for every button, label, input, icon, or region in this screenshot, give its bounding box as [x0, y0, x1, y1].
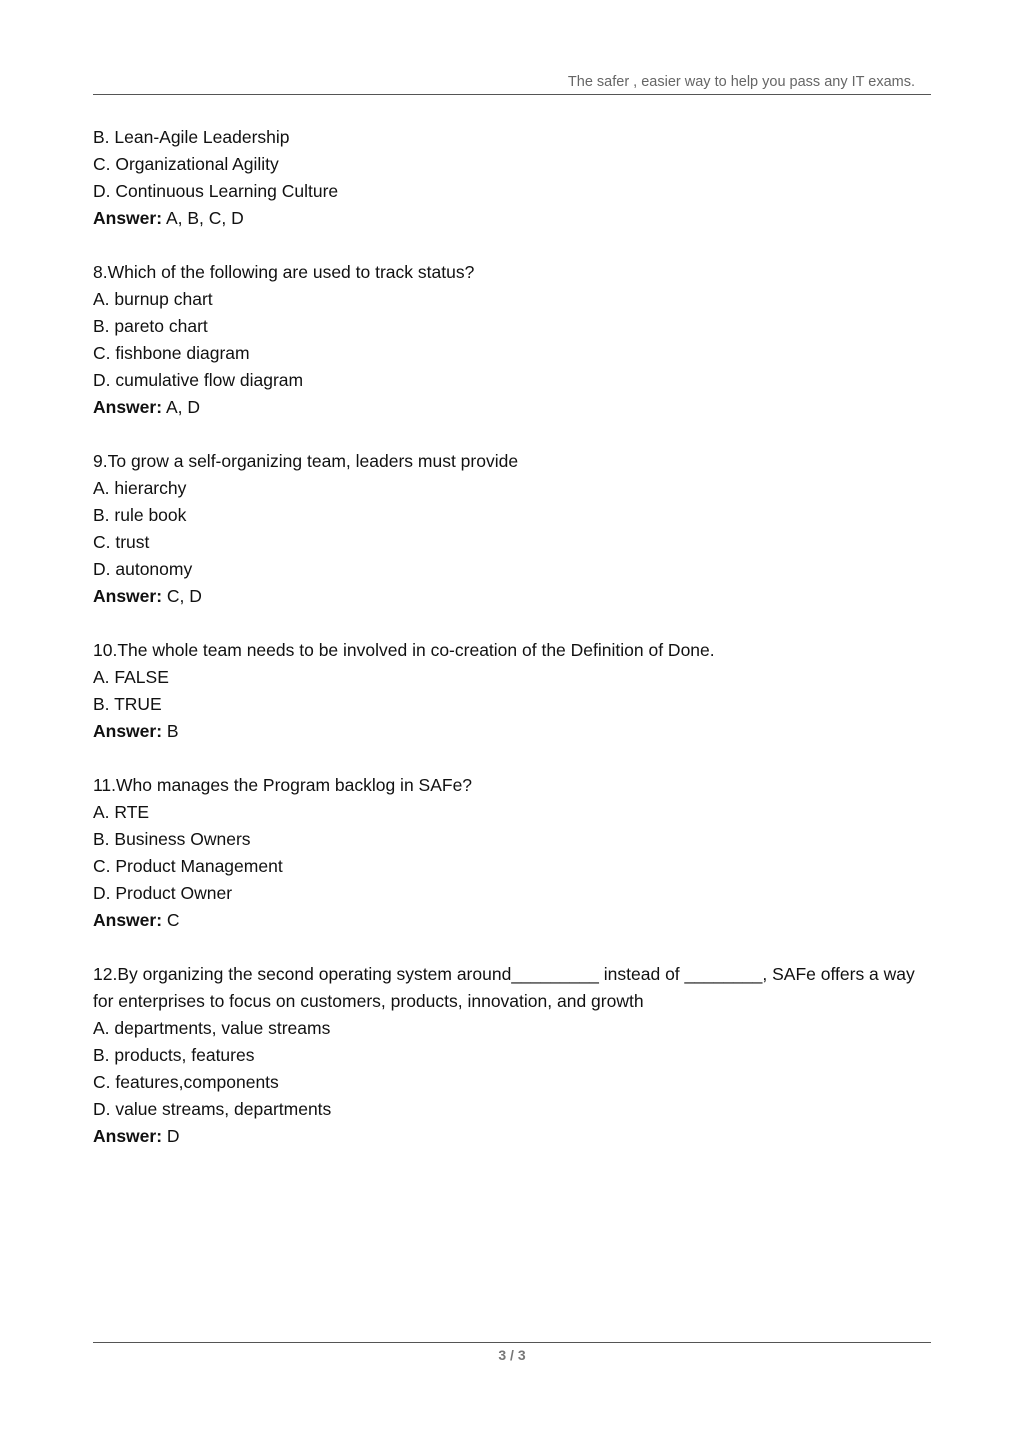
- option-b: B. Lean-Agile Leadership: [93, 127, 290, 147]
- option-a: A. RTE: [93, 802, 150, 822]
- question-text: 9.To grow a self-organizing team, leaders must provide: [93, 451, 519, 471]
- answer-line: [93, 583, 931, 610]
- answer-line: [93, 718, 931, 745]
- question-8: [93, 259, 931, 421]
- answer-label: Answer:: [93, 1126, 163, 1146]
- answer-line: [93, 205, 931, 232]
- answer-label: Answer:: [93, 208, 163, 228]
- question-7-continuation: [93, 124, 931, 232]
- option-b: B. rule book: [93, 505, 187, 525]
- answer-value: B: [162, 721, 179, 741]
- answer-value: D: [162, 1126, 180, 1146]
- answer-label: Answer:: [93, 397, 163, 417]
- option-d: D. cumulative flow diagram: [93, 370, 304, 390]
- option-b: B. TRUE: [93, 694, 162, 714]
- question-text: 8.Which of the following are used to track status?: [93, 262, 475, 282]
- answer-line: [93, 907, 931, 934]
- answer-line: [93, 1123, 931, 1150]
- option-c: C. Product Management: [93, 856, 283, 876]
- page-header: [93, 72, 931, 95]
- option-b: B. Business Owners: [93, 829, 251, 849]
- page-number: 3 / 3: [498, 1347, 526, 1363]
- option-c: C. Organizational Agility: [93, 154, 279, 174]
- option-a: A. hierarchy: [93, 478, 187, 498]
- answer-line: [93, 394, 931, 421]
- answer-label: Answer:: [93, 721, 163, 741]
- option-c: C. trust: [93, 532, 150, 552]
- answer-value: A, B, C, D: [162, 208, 244, 228]
- header-tagline: The safer , easier way to help you pass any IT exams.: [567, 74, 915, 90]
- option-a: A. departments, value streams: [93, 1018, 331, 1038]
- answer-value: C, D: [162, 586, 202, 606]
- option-a: A. FALSE: [93, 667, 169, 687]
- question-11: [93, 772, 931, 934]
- option-d: D. value streams, departments: [93, 1099, 332, 1119]
- question-9: [93, 448, 931, 610]
- option-d: D. autonomy: [93, 559, 193, 579]
- question-text: 12.By organizing the second operating system around_________ instead of ________, SAFe offers a way for enterprises to focus on customers, products, innovation, and growth: [93, 964, 915, 1011]
- question-10: [93, 637, 931, 745]
- page-footer: [93, 1342, 931, 1363]
- question-12: [93, 961, 931, 1150]
- option-d: D. Continuous Learning Culture: [93, 181, 339, 201]
- option-b: B. pareto chart: [93, 316, 208, 336]
- page-content: [93, 124, 931, 1150]
- answer-value: C: [162, 910, 180, 930]
- option-c: C. features,components: [93, 1072, 279, 1092]
- option-c: C. fishbone diagram: [93, 343, 250, 363]
- question-text: 11.Who manages the Program backlog in SAFe?: [93, 775, 473, 795]
- question-text: 10.The whole team needs to be involved in co-creation of the Definition of Done.: [93, 640, 715, 660]
- answer-label: Answer:: [93, 910, 163, 930]
- option-a: A. burnup chart: [93, 289, 213, 309]
- option-b: B. products, features: [93, 1045, 255, 1065]
- option-d: D. Product Owner: [93, 883, 233, 903]
- answer-label: Answer:: [93, 586, 163, 606]
- answer-value: A, D: [162, 397, 200, 417]
